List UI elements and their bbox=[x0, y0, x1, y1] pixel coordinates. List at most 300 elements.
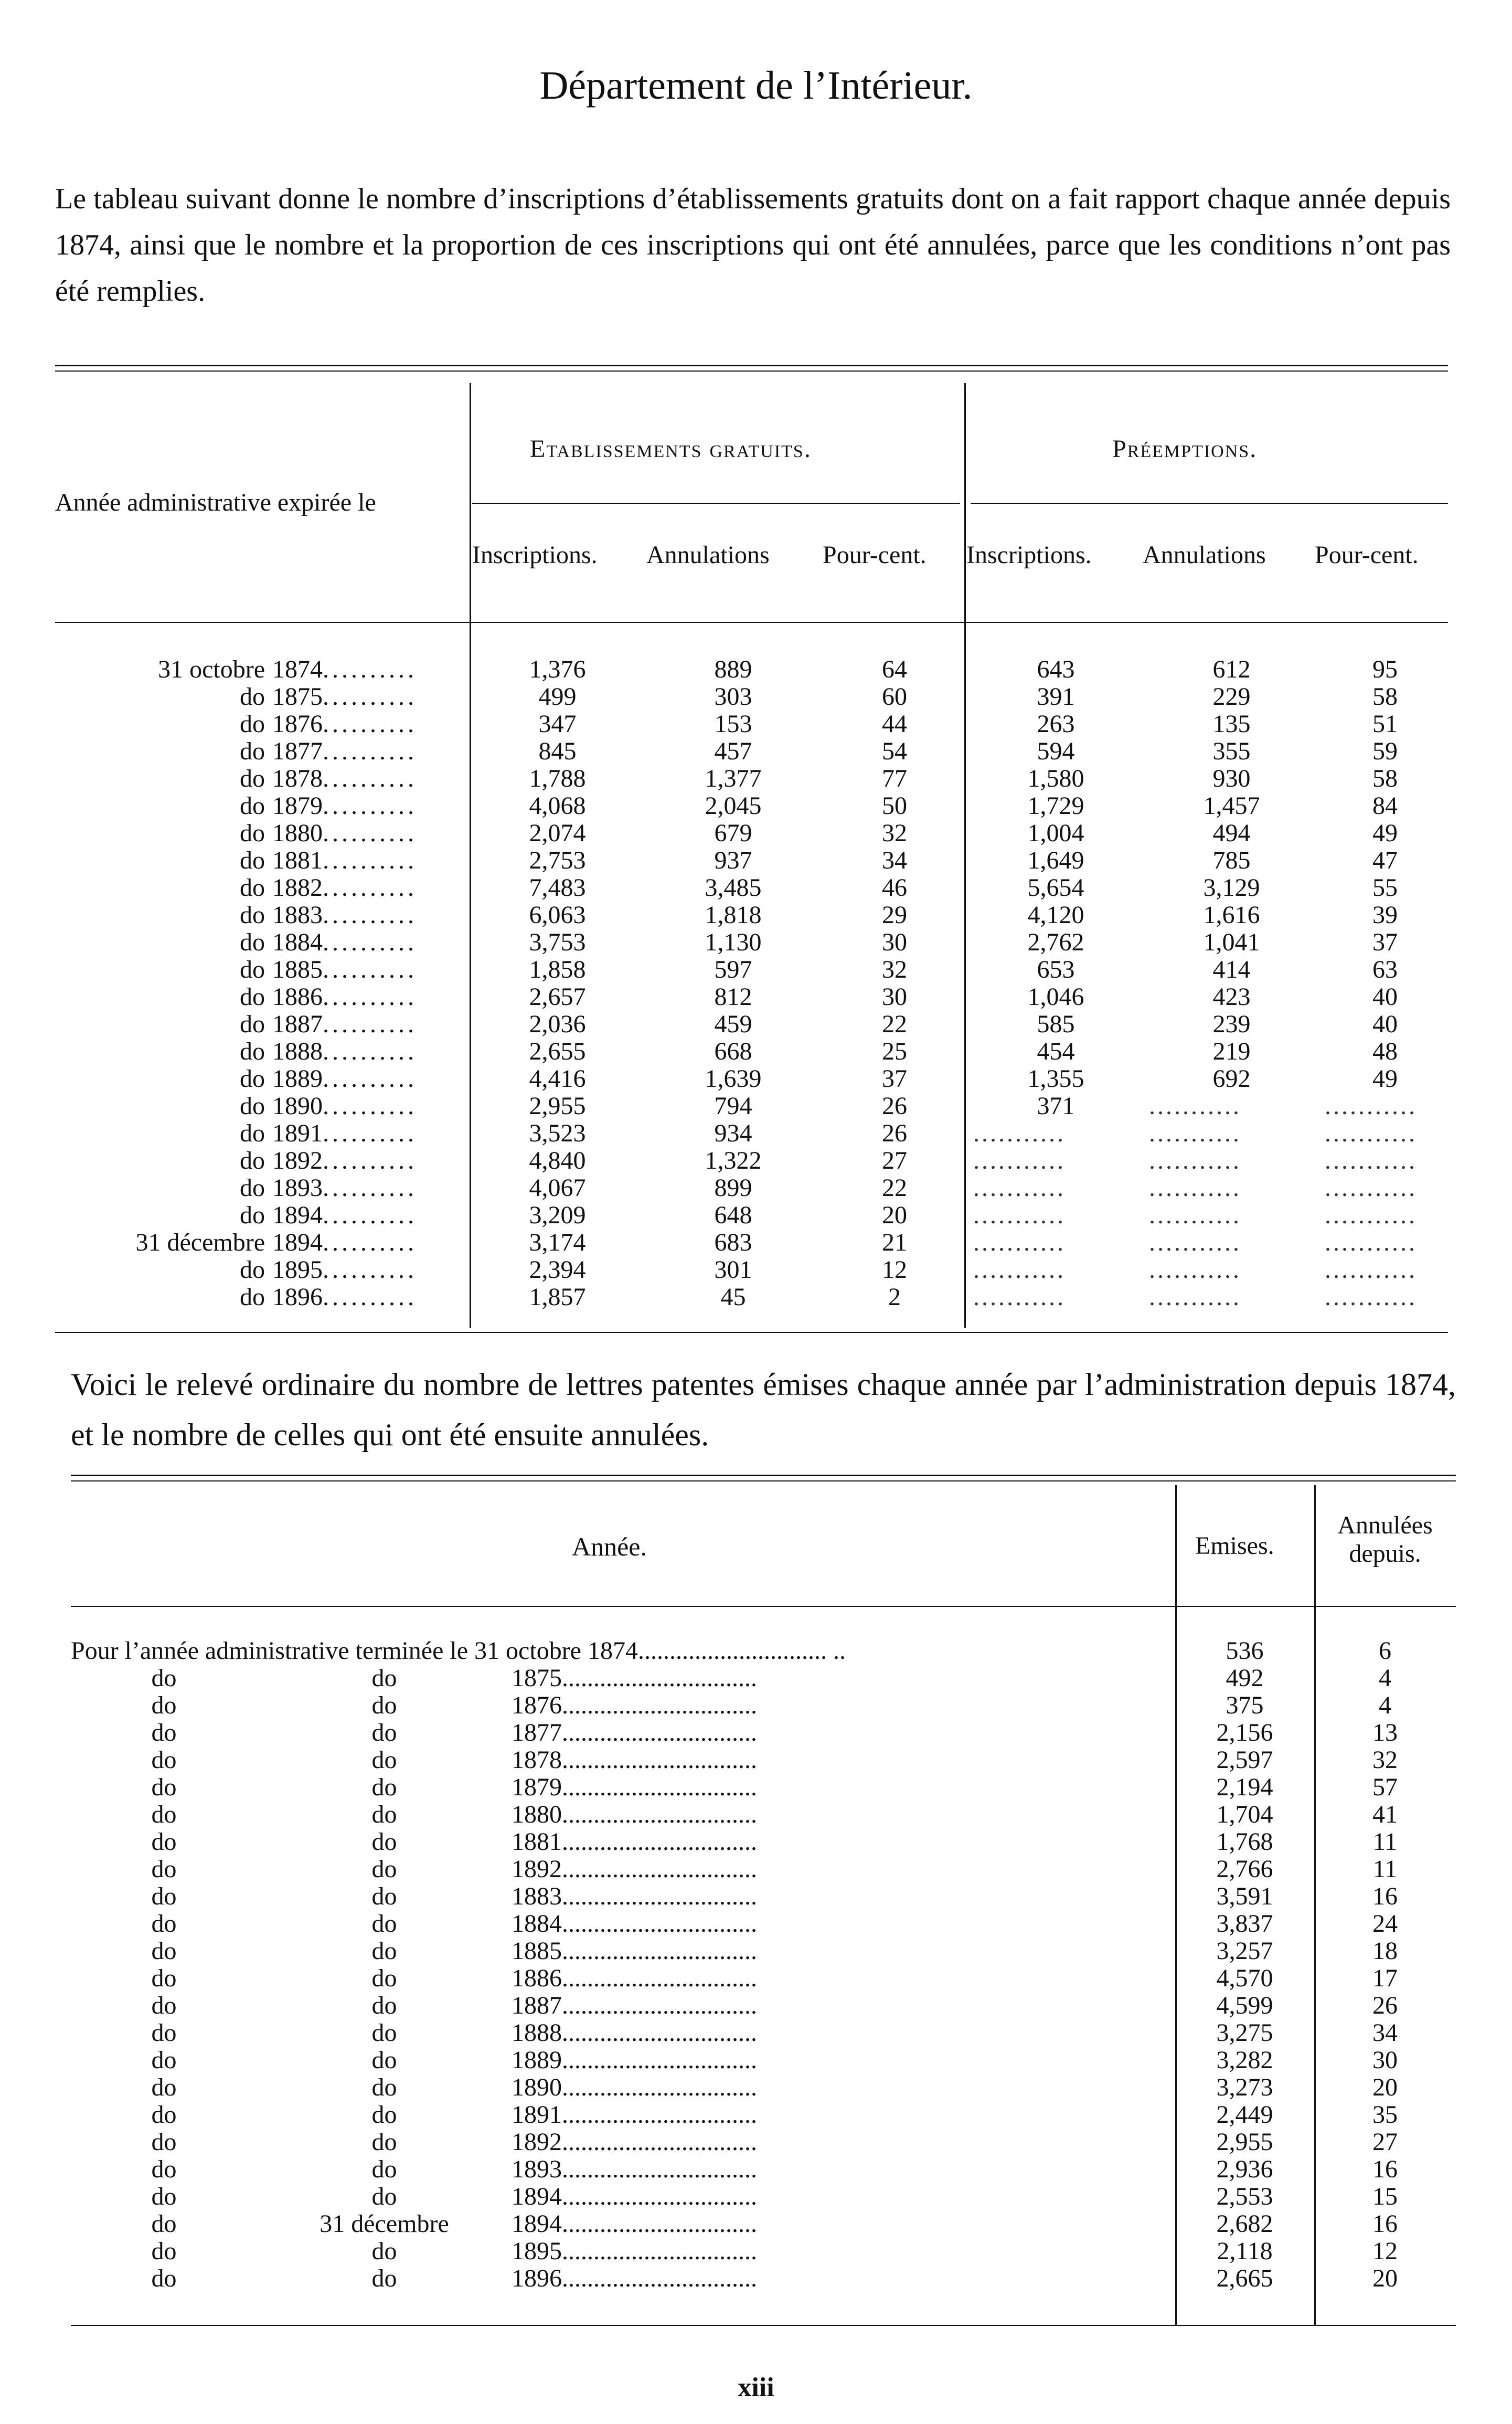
table1-cell: 26 bbox=[882, 1119, 907, 1147]
row-do-2: do bbox=[371, 2264, 397, 2292]
row-date bbox=[55, 1093, 470, 1120]
table2-row bbox=[71, 1883, 1456, 1910]
table1-cell: 49 bbox=[1372, 819, 1398, 847]
table2-row bbox=[71, 1938, 1456, 1965]
table2-row bbox=[71, 1719, 1456, 1746]
row-date bbox=[55, 1147, 470, 1174]
table1-header-rule bbox=[55, 622, 1448, 623]
row-date bbox=[55, 1011, 470, 1038]
row-do-1: do bbox=[151, 1664, 177, 1692]
table1-cell: 58 bbox=[1372, 765, 1398, 792]
table1-cell: 51 bbox=[1372, 710, 1398, 738]
leader-dots: .......... bbox=[323, 874, 417, 902]
table1-cell: 794 bbox=[714, 1092, 752, 1120]
emises-cell: 3,275 bbox=[1216, 2019, 1273, 2047]
annulees-cell: 35 bbox=[1372, 2101, 1398, 2129]
table1-cell: 2,753 bbox=[529, 846, 586, 874]
annulees-cell: 17 bbox=[1372, 1964, 1398, 1992]
col-header-pourcent-2: Pour-cent. bbox=[1315, 541, 1419, 569]
leader-dots: ............................... bbox=[562, 1691, 757, 1719]
table2-row bbox=[71, 1692, 1456, 1719]
annulees-cell: 57 bbox=[1372, 1773, 1398, 1801]
leader-dots: ............................... bbox=[562, 2183, 757, 2210]
row-year-cell bbox=[512, 2265, 1175, 2292]
leader-dots: .............................. .. bbox=[637, 1637, 846, 1665]
row-year: 1894 bbox=[512, 2210, 562, 2238]
row-do-2: do bbox=[371, 2019, 397, 2047]
table1-cell: 1,046 bbox=[1027, 983, 1084, 1011]
table1-cell: 785 bbox=[1212, 846, 1251, 874]
table1-row bbox=[55, 765, 1451, 792]
table1-row bbox=[55, 1174, 1451, 1202]
row-year-cell bbox=[512, 2210, 1175, 2238]
leader-dots: .......... bbox=[323, 1065, 417, 1093]
row-do-2: do bbox=[371, 1801, 397, 1828]
table1-cell: 7,483 bbox=[529, 874, 586, 902]
row-do-1: do bbox=[151, 1746, 177, 1774]
table1-cell: 594 bbox=[1037, 737, 1075, 765]
table1-cell: 37 bbox=[882, 1065, 907, 1093]
intro-paragraph: Le tableau suivant donne le nombre d’inscriptions d’établissements gratuits dont on a fait rapport chaque année depuis 1874, ainsi que le nombre et la proportion de ces inscriptions qui ont été annulées, parce que les conditions n’ont pas été remplies. bbox=[55, 183, 1451, 308]
table1-row bbox=[55, 738, 1451, 765]
table1-cell: 3,174 bbox=[529, 1229, 586, 1256]
row-date-prefix: 31 décembre bbox=[135, 1229, 265, 1256]
row-date bbox=[55, 1065, 470, 1093]
leader-dots: .......... bbox=[323, 1010, 417, 1038]
empty-cell: ........... bbox=[1149, 1174, 1241, 1202]
leader-dots: ............................... bbox=[562, 1937, 757, 1965]
row-do-2: do bbox=[371, 1937, 397, 1965]
row-year: 1896 bbox=[512, 2264, 562, 2292]
annulees-cell: 13 bbox=[1372, 1719, 1398, 1746]
annulees-cell: 4 bbox=[1379, 1691, 1391, 1719]
row-year-cell bbox=[512, 2019, 1175, 2047]
table2-header-rule bbox=[71, 1606, 1456, 1607]
row-do-1: do bbox=[151, 2155, 177, 2183]
table1-cell: 1,376 bbox=[529, 655, 586, 683]
table1-cell: 32 bbox=[882, 819, 907, 847]
row-year-cell bbox=[512, 2074, 1175, 2101]
table1-cell: 45 bbox=[720, 1283, 746, 1311]
row-date-prefix: do bbox=[240, 983, 265, 1011]
table1-cell: 20 bbox=[882, 1201, 907, 1229]
annulees-cell: 26 bbox=[1372, 1992, 1398, 2019]
row-do-1: do bbox=[151, 2101, 177, 2129]
table2-row bbox=[71, 2156, 1456, 2183]
table1-cell: 219 bbox=[1212, 1038, 1251, 1065]
leader-dots: .......... bbox=[323, 1038, 417, 1065]
row-date-prefix: do bbox=[240, 765, 265, 792]
row-year: 1888 bbox=[512, 2019, 562, 2047]
row-date-prefix: do bbox=[240, 1038, 265, 1065]
table1-cell: 423 bbox=[1212, 983, 1251, 1011]
row-date-prefix: 31 octobre bbox=[158, 655, 265, 683]
table1-row bbox=[55, 1120, 1451, 1147]
leader-dots: ............................... bbox=[562, 2155, 757, 2183]
table1-cell: 934 bbox=[714, 1119, 752, 1147]
row-do-2: do bbox=[371, 2101, 397, 2129]
row-year-cell bbox=[512, 1665, 1175, 1692]
row-date-prefix: do bbox=[240, 1201, 265, 1229]
row-date-year: 1874 bbox=[272, 655, 323, 683]
annulees-cell: 30 bbox=[1372, 2046, 1398, 2074]
row-date-prefix: do bbox=[240, 710, 265, 738]
table1-row bbox=[55, 983, 1451, 1011]
table2-row bbox=[71, 1746, 1456, 1774]
leader-dots: .......... bbox=[323, 765, 417, 792]
row-date-year: 1884 bbox=[272, 928, 323, 956]
table1-row bbox=[55, 1202, 1451, 1229]
leader-dots: ............................... bbox=[562, 2128, 757, 2156]
table2-row bbox=[71, 2238, 1456, 2265]
table2-row bbox=[71, 2210, 1456, 2238]
row-do-1: do bbox=[151, 2210, 177, 2238]
row-do-1: do bbox=[151, 1964, 177, 1992]
table1-cell: 48 bbox=[1372, 1038, 1398, 1065]
row-date-prefix: do bbox=[240, 874, 265, 902]
table1-cell: 3,129 bbox=[1203, 874, 1260, 902]
table1-cell: 26 bbox=[882, 1092, 907, 1120]
table1-cell: 371 bbox=[1037, 1092, 1075, 1120]
table1-cell: 1,004 bbox=[1027, 819, 1084, 847]
table2-top-rule bbox=[71, 1475, 1456, 1476]
table1-row bbox=[55, 1229, 1451, 1256]
row-date-year: 1875 bbox=[272, 683, 323, 711]
row-year-cell bbox=[512, 1965, 1175, 1992]
row-do-1: do bbox=[151, 2073, 177, 2101]
table2-row bbox=[71, 1665, 1456, 1692]
table1-cell: 3,523 bbox=[529, 1119, 586, 1147]
table1-cell: 1,818 bbox=[705, 901, 762, 929]
row-date bbox=[55, 1174, 470, 1202]
row-year-cell bbox=[512, 2129, 1175, 2156]
row-do-2: 31 décembre bbox=[320, 2210, 449, 2238]
annulees-cell: 41 bbox=[1372, 1801, 1398, 1828]
leader-dots: .......... bbox=[323, 983, 417, 1011]
leader-dots: ............................... bbox=[562, 1855, 757, 1883]
empty-cell: ........... bbox=[1149, 1119, 1241, 1147]
row-do-1: do bbox=[151, 2019, 177, 2047]
emises-cell: 1,704 bbox=[1216, 1801, 1273, 1828]
table2-row bbox=[71, 1637, 1456, 1665]
row-year-cell bbox=[512, 1856, 1175, 1883]
row-year: 1877 bbox=[512, 1719, 562, 1746]
row-date bbox=[55, 656, 470, 683]
table1-cell: 44 bbox=[882, 710, 907, 738]
emises-cell: 2,766 bbox=[1216, 1855, 1273, 1883]
table1-row-header: Année administrative expirée le bbox=[55, 489, 376, 516]
table1-cell: 4,068 bbox=[529, 792, 586, 820]
emises-cell: 3,273 bbox=[1216, 2073, 1273, 2101]
table1-cell: 391 bbox=[1037, 683, 1075, 711]
row-do-2: do bbox=[371, 1910, 397, 1938]
row-date-prefix: do bbox=[240, 1065, 265, 1093]
row-do-2: do bbox=[371, 1828, 397, 1856]
row-do-2: do bbox=[371, 1746, 397, 1774]
col-header-pourcent-1: Pour-cent. bbox=[823, 541, 927, 569]
leader-dots: .......... bbox=[323, 1201, 417, 1229]
table1-cell: 1,788 bbox=[529, 765, 586, 792]
table1-row bbox=[55, 902, 1451, 929]
table2-bottom-rule bbox=[71, 2325, 1456, 2326]
row-do-2: do bbox=[371, 1992, 397, 2019]
emises-cell: 4,570 bbox=[1216, 1964, 1273, 1992]
row-date-year: 1890 bbox=[272, 1092, 323, 1120]
row-year: 1878 bbox=[512, 1746, 562, 1774]
leader-dots: .......... bbox=[323, 901, 417, 929]
row-date-year: 1885 bbox=[272, 956, 323, 983]
annulees-cell: 18 bbox=[1372, 1937, 1398, 1965]
leader-dots: .......... bbox=[323, 928, 417, 956]
emises-cell: 2,553 bbox=[1216, 2183, 1273, 2210]
table1-cell: 2,955 bbox=[529, 1092, 586, 1120]
table1-cell: 59 bbox=[1372, 737, 1398, 765]
annulees-cell: 11 bbox=[1372, 1855, 1398, 1883]
leader-dots: ............................... bbox=[562, 1828, 757, 1856]
table1-cell: 937 bbox=[714, 846, 752, 874]
row-date-year: 1882 bbox=[272, 874, 323, 902]
table1-cell: 1,580 bbox=[1027, 765, 1084, 792]
table1-cell: 889 bbox=[714, 655, 752, 683]
first-row-label: Pour l’année administrative terminée le 31 octobre bbox=[71, 1637, 581, 1665]
row-year-cell bbox=[512, 1774, 1175, 1801]
table2-row bbox=[71, 2019, 1456, 2047]
row-date-prefix: do bbox=[240, 956, 265, 983]
table1-cell: 25 bbox=[882, 1038, 907, 1065]
row-date-year: 1883 bbox=[272, 901, 323, 929]
table-etablissements-gratuits bbox=[55, 656, 1451, 1311]
table1-cell: 54 bbox=[882, 737, 907, 765]
table1-cell: 643 bbox=[1037, 655, 1075, 683]
row-date-year: 1881 bbox=[272, 846, 323, 874]
table1-cell: 812 bbox=[714, 983, 752, 1011]
table1-row bbox=[55, 874, 1451, 902]
table1-cell: 153 bbox=[714, 710, 752, 738]
table1-cell: 648 bbox=[714, 1201, 752, 1229]
table1-cell: 1,649 bbox=[1027, 846, 1084, 874]
annulees-cell: 20 bbox=[1372, 2073, 1398, 2101]
table1-row bbox=[55, 929, 1451, 956]
row-year: 1886 bbox=[512, 1964, 562, 1992]
table1-cell: 29 bbox=[882, 901, 907, 929]
table2-header-emises: Emises. bbox=[1195, 1532, 1274, 1560]
empty-cell: ........... bbox=[1149, 1147, 1241, 1174]
table2-header-annee: Année. bbox=[572, 1532, 647, 1561]
row-do-2: do bbox=[371, 2237, 397, 2265]
emises-cell: 2,449 bbox=[1216, 2101, 1273, 2129]
leader-dots: ............................... bbox=[562, 2019, 757, 2047]
table1-row bbox=[55, 683, 1451, 711]
table1-row bbox=[55, 656, 1451, 683]
table1-row bbox=[55, 1256, 1451, 1284]
row-do-1: do bbox=[151, 1882, 177, 1910]
table1-group-header-preemptions: Préemptions. bbox=[1112, 435, 1258, 463]
row-year-cell bbox=[512, 1746, 1175, 1774]
row-year: 1893 bbox=[512, 2155, 562, 2183]
emises-cell: 2,156 bbox=[1216, 1719, 1273, 1746]
table1-row bbox=[55, 1011, 1451, 1038]
row-do-2: do bbox=[371, 1664, 397, 1692]
row-do-1: do bbox=[151, 2237, 177, 2265]
row-date bbox=[55, 1229, 470, 1256]
leader-dots: .......... bbox=[323, 1174, 417, 1202]
row-year-cell bbox=[512, 2101, 1175, 2129]
row-do-2: do bbox=[371, 2128, 397, 2156]
leader-dots: ............................... bbox=[562, 2101, 757, 2129]
row-year: 1892 bbox=[512, 1855, 562, 1883]
row-date bbox=[55, 847, 470, 874]
table1-row bbox=[55, 956, 1451, 983]
table2-row bbox=[71, 2074, 1456, 2101]
row-do-1: do bbox=[151, 1801, 177, 1828]
row-date-year: 1886 bbox=[272, 983, 323, 1011]
leader-dots: ............................... bbox=[562, 2210, 757, 2238]
row-date bbox=[55, 929, 470, 956]
table1-cell: 4,067 bbox=[529, 1174, 586, 1202]
row-date bbox=[55, 1256, 470, 1284]
table1-cell: 6,063 bbox=[529, 901, 586, 929]
row-do-2: do bbox=[371, 1964, 397, 1992]
table2-row bbox=[71, 2183, 1456, 2210]
row-date bbox=[55, 1120, 470, 1147]
table1-cell: 683 bbox=[714, 1229, 752, 1256]
empty-cell: ........... bbox=[973, 1147, 1066, 1174]
annulees-cell: 11 bbox=[1372, 1828, 1398, 1856]
table1-row bbox=[55, 1284, 1451, 1311]
row-do-1: do bbox=[151, 1773, 177, 1801]
table-lettres-patentes bbox=[71, 1637, 1456, 2292]
table1-cell: 2,036 bbox=[529, 1010, 586, 1038]
row-do-1: do bbox=[151, 1691, 177, 1719]
row-year: 1887 bbox=[512, 1992, 562, 2019]
table1-cell: 4,840 bbox=[529, 1147, 586, 1174]
annulees-cell: 27 bbox=[1372, 2128, 1398, 2156]
second-paragraph: Voici le relevé ordinaire du nombre de lettres patentes émises chaque année par l’administration depuis 1874, et le nombre de celles qui ont été ensuite annulées. bbox=[71, 1367, 1456, 1452]
empty-cell: ........... bbox=[973, 1119, 1066, 1147]
annulees-cell: 16 bbox=[1372, 2155, 1398, 2183]
row-date-prefix: do bbox=[240, 846, 265, 874]
row-date bbox=[55, 1284, 470, 1311]
annulees-cell: 16 bbox=[1372, 1882, 1398, 1910]
row-do-2: do bbox=[371, 2155, 397, 2183]
row-date-year: 1893 bbox=[272, 1174, 323, 1202]
table1-cell: 4,416 bbox=[529, 1065, 586, 1093]
table1-cell: 40 bbox=[1372, 983, 1398, 1011]
row-date-prefix: do bbox=[240, 792, 265, 820]
row-date-year: 1876 bbox=[272, 710, 323, 738]
table1-cell: 22 bbox=[882, 1010, 907, 1038]
table1-cell: 32 bbox=[882, 956, 907, 983]
row-date bbox=[55, 711, 470, 738]
row-date-year: 1878 bbox=[272, 765, 323, 792]
row-date bbox=[55, 1202, 470, 1229]
leader-dots: .......... bbox=[323, 1229, 417, 1256]
row-year-cell bbox=[512, 1801, 1175, 1828]
empty-cell: ........... bbox=[1325, 1147, 1417, 1174]
table1-cell: 1,616 bbox=[1203, 901, 1260, 929]
row-year: 1881 bbox=[512, 1828, 562, 1856]
row-year: 1890 bbox=[512, 2073, 562, 2101]
row-year: 1889 bbox=[512, 2046, 562, 2074]
row-do-2: do bbox=[371, 1855, 397, 1883]
row-year: 1895 bbox=[512, 2237, 562, 2265]
table1-cell: 47 bbox=[1372, 846, 1398, 874]
table1-row bbox=[55, 1093, 1451, 1120]
table1-row bbox=[55, 792, 1451, 820]
table2-row bbox=[71, 1774, 1456, 1801]
col-header-inscriptions-1: Inscriptions. bbox=[472, 541, 598, 569]
row-do-1: do bbox=[151, 1937, 177, 1965]
emises-cell: 2,118 bbox=[1217, 2237, 1273, 2265]
leader-dots: .......... bbox=[323, 655, 417, 683]
row-year: 1885 bbox=[512, 1937, 562, 1965]
row-do-2: do bbox=[371, 1882, 397, 1910]
row-year: 1880 bbox=[512, 1801, 562, 1828]
table1-cell: 2,655 bbox=[529, 1038, 586, 1065]
table2-row bbox=[71, 1856, 1456, 1883]
emises-cell: 1,768 bbox=[1216, 1828, 1273, 1856]
leader-dots: .......... bbox=[323, 683, 417, 711]
table1-cell: 5,654 bbox=[1027, 874, 1084, 902]
table1-cell: 39 bbox=[1372, 901, 1398, 929]
table1-group-underline-2 bbox=[971, 503, 1448, 504]
table2-row bbox=[71, 1828, 1456, 1856]
table1-row bbox=[55, 820, 1451, 847]
table1-cell: 499 bbox=[538, 683, 577, 711]
table1-cell: 239 bbox=[1212, 1010, 1251, 1038]
emises-cell: 2,665 bbox=[1216, 2264, 1273, 2292]
empty-cell: ........... bbox=[1149, 1092, 1241, 1120]
row-date bbox=[55, 874, 470, 902]
table1-cell: 597 bbox=[714, 956, 752, 983]
row-year-cell bbox=[512, 2156, 1175, 2183]
row-date-year: 1892 bbox=[272, 1147, 323, 1174]
table1-cell: 2,657 bbox=[529, 983, 586, 1011]
table1-cell: 229 bbox=[1212, 683, 1251, 711]
table1-cell: 37 bbox=[1372, 928, 1398, 956]
row-do-1: do bbox=[151, 2128, 177, 2156]
row-label bbox=[71, 1637, 1175, 1665]
row-date-year: 1894 bbox=[272, 1229, 323, 1256]
table2-row bbox=[71, 1992, 1456, 2019]
row-do-1: do bbox=[151, 2183, 177, 2210]
table1-cell: 454 bbox=[1037, 1038, 1075, 1065]
table1-cell: 301 bbox=[714, 1256, 752, 1284]
row-date-prefix: do bbox=[240, 1256, 265, 1284]
emises-cell: 3,837 bbox=[1216, 1910, 1273, 1938]
row-date-prefix: do bbox=[240, 1147, 265, 1174]
table1-cell: 135 bbox=[1212, 710, 1251, 738]
row-year-cell bbox=[512, 1719, 1175, 1746]
table1-cell: 457 bbox=[714, 737, 752, 765]
table1-cell: 930 bbox=[1212, 765, 1251, 792]
empty-cell: ........... bbox=[1149, 1256, 1241, 1284]
col-header-annulations-1: Annulations bbox=[646, 541, 770, 569]
row-date bbox=[55, 683, 470, 711]
table1-bottom-rule bbox=[55, 1332, 1448, 1333]
annulees-cell: 6 bbox=[1379, 1637, 1391, 1665]
table1-cell: 84 bbox=[1372, 792, 1398, 820]
row-date-prefix: do bbox=[240, 1092, 265, 1120]
emises-cell: 3,591 bbox=[1216, 1882, 1273, 1910]
table1-cell: 1,639 bbox=[705, 1065, 762, 1093]
row-date-prefix: do bbox=[240, 683, 265, 711]
table1-cell: 1,377 bbox=[705, 765, 762, 792]
leader-dots: ............................... bbox=[562, 1910, 757, 1938]
row-do-1: do bbox=[151, 1910, 177, 1938]
leader-dots: ............................... bbox=[562, 1664, 757, 1692]
table1-row bbox=[55, 1038, 1451, 1065]
